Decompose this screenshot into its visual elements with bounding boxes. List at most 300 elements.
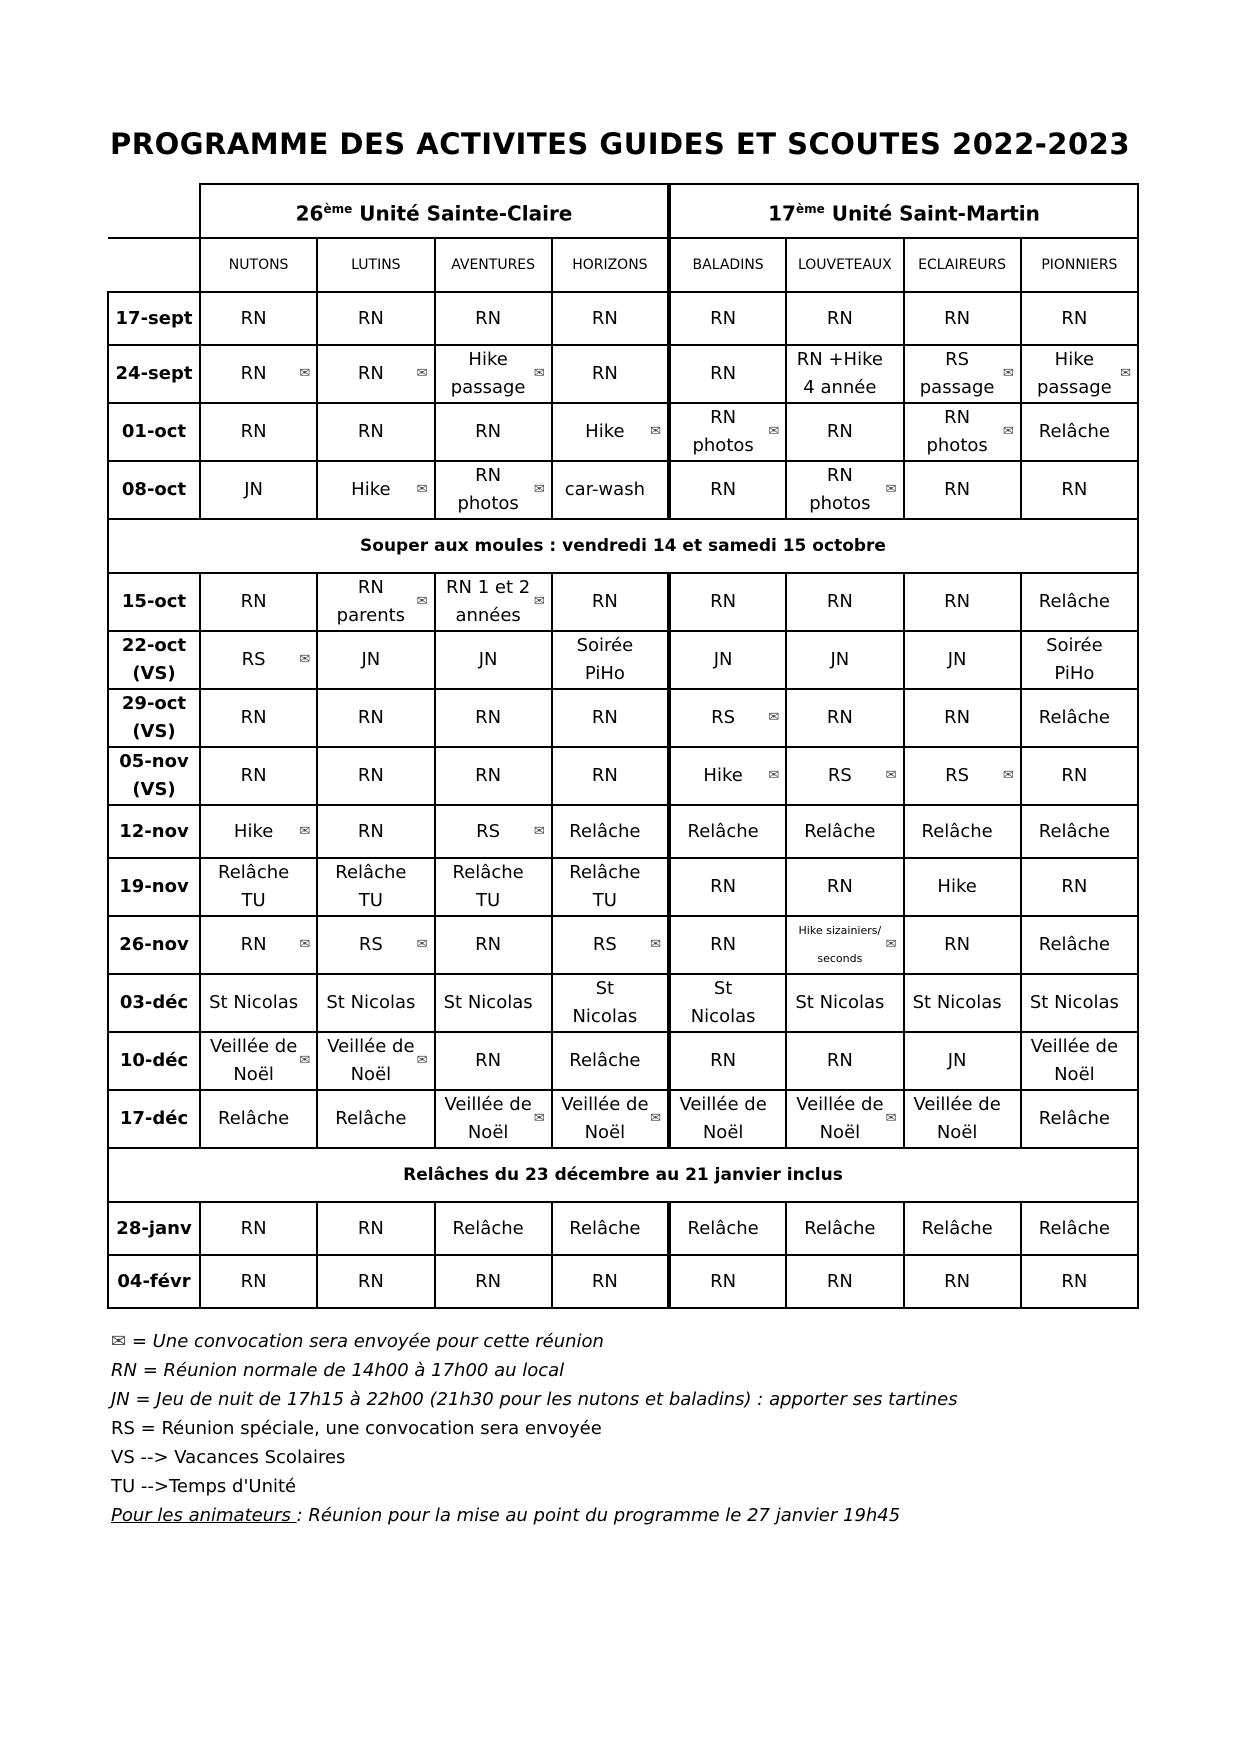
activity-cell — [200, 403, 317, 461]
activity-cell — [317, 974, 434, 1032]
activity-text: St Nicolas — [912, 992, 1002, 1013]
activity-cell — [669, 1255, 786, 1308]
activity-cell — [669, 689, 786, 747]
activity-cell — [317, 461, 434, 519]
activity-cell — [669, 631, 786, 689]
activity-cell — [669, 805, 786, 858]
activity-text: JN — [478, 649, 498, 670]
section-nutons: NUTONS — [200, 238, 317, 292]
activity-cell — [200, 916, 317, 974]
activity-cell — [552, 1032, 669, 1090]
activity-text: Hike — [351, 479, 391, 500]
activity-cell — [317, 345, 434, 403]
activity-text: Hike — [233, 820, 274, 842]
activity-text: RS — [592, 934, 617, 955]
activity-text: RN — [710, 1270, 737, 1292]
row-date: 17-sept — [108, 292, 200, 345]
envelope-icon: ✉ — [533, 823, 545, 839]
activity-text: RN — [591, 591, 618, 612]
activity-text: car-wash — [564, 479, 645, 500]
envelope-icon: ✉ — [416, 366, 428, 381]
table-row — [108, 1202, 1138, 1255]
envelope-icon: ✉ — [299, 937, 311, 952]
activity-cell — [786, 345, 903, 403]
activity-text: RN — [240, 307, 267, 329]
activity-cell — [435, 974, 552, 1032]
program-table — [107, 183, 1139, 1309]
activity-text: RN — [591, 307, 618, 329]
activity-text: Relâche TU — [452, 862, 524, 911]
table-row — [108, 1090, 1138, 1148]
activity-text: RS — [945, 765, 970, 786]
activity-text: RN — [240, 765, 267, 786]
activity-text: RN — [826, 707, 853, 728]
activity-cell — [786, 916, 903, 974]
activity-text: Veillée de Noël — [679, 1094, 767, 1143]
envelope-icon: ✉ — [650, 424, 661, 439]
envelope-icon: ✉ — [650, 937, 661, 952]
legend-vs: VS --> Vacances Scolaires — [111, 1447, 346, 1468]
table-row — [108, 805, 1138, 858]
activity-text: RN — [357, 765, 384, 786]
activity-cell — [669, 292, 786, 345]
activity-text: St Nicolas — [443, 992, 533, 1013]
activity-cell — [317, 805, 434, 858]
activity-cell — [669, 345, 786, 403]
section-pionniers: PIONNIERS — [1021, 238, 1138, 292]
activity-text: RN parents — [336, 577, 406, 626]
activity-cell — [669, 916, 786, 974]
legend-rs: RS = Réunion spéciale, une convocation sera envoyée — [111, 1418, 602, 1439]
activity-cell — [317, 916, 434, 974]
activity-cell — [552, 689, 669, 747]
activity-text: RN — [826, 421, 853, 442]
activity-text: Veillée de Noël — [913, 1094, 1001, 1143]
legend-tu: TU -->Temps d'Unité — [111, 1476, 297, 1497]
activity-cell — [200, 1090, 317, 1148]
activity-text: Relâche — [804, 820, 876, 842]
activity-text: RN — [944, 1270, 971, 1292]
activity-cell — [552, 858, 669, 916]
activity-text: St Nicolas — [1029, 992, 1119, 1013]
activity-cell — [1021, 631, 1138, 689]
activity-text: Veillée de Noël — [796, 1094, 884, 1143]
activity-text: RN — [944, 307, 971, 329]
activity-cell — [669, 858, 786, 916]
activity-cell — [552, 345, 669, 403]
activity-cell — [904, 916, 1021, 974]
activity-text: St Nicolas — [690, 978, 756, 1027]
activity-cell — [435, 1090, 552, 1148]
activity-cell — [552, 747, 669, 805]
activity-text: RN — [357, 363, 384, 384]
activity-text: Soirée PiHo — [1046, 635, 1103, 684]
activity-cell — [200, 461, 317, 519]
activity-cell — [904, 573, 1021, 631]
activity-text: Relâche TU — [218, 862, 290, 911]
table-row — [108, 631, 1138, 689]
activity-cell — [786, 858, 903, 916]
activity-text: RN — [944, 934, 971, 955]
activity-cell — [552, 974, 669, 1032]
activity-text: JN — [361, 649, 381, 670]
envelope-icon: ✉ — [416, 482, 428, 497]
envelope-icon: ✉ — [533, 366, 545, 381]
activity-text: RN — [591, 363, 618, 384]
legend — [111, 1327, 958, 1530]
activity-text: Hike — [585, 421, 625, 442]
activity-cell — [786, 1255, 903, 1308]
activity-cell — [669, 974, 786, 1032]
legend-jn: JN = Jeu de nuit de 17h15 à 22h00 (21h30 pour les nutons et baladins) : apporter ses tartines — [111, 1389, 958, 1410]
activity-cell — [435, 403, 552, 461]
activity-text: RN — [475, 765, 502, 786]
activity-text: RN — [475, 307, 502, 329]
table-row — [108, 858, 1138, 916]
activity-cell — [200, 747, 317, 805]
activity-cell — [786, 573, 903, 631]
activity-cell — [552, 1202, 669, 1255]
activity-text: St Nicolas — [572, 978, 638, 1027]
activity-text: Relâche — [218, 1108, 290, 1129]
table-row — [108, 573, 1138, 631]
table-row — [108, 1032, 1138, 1090]
activity-cell — [317, 292, 434, 345]
activity-cell — [1021, 974, 1138, 1032]
activity-text: RN +Hike 4 année — [796, 349, 883, 398]
activity-cell — [317, 573, 434, 631]
activity-cell — [669, 1090, 786, 1148]
activity-cell — [1021, 292, 1138, 345]
envelope-icon: ✉ — [1002, 366, 1014, 381]
row-date: 22-oct (VS) — [108, 631, 200, 689]
activity-text: Relâche — [335, 1108, 407, 1129]
activity-cell — [669, 1032, 786, 1090]
activity-cell — [200, 1202, 317, 1255]
activity-text: JN — [713, 649, 733, 670]
row-date: 29-oct (VS) — [108, 689, 200, 747]
banner-text: Souper aux moules : vendredi 14 et samedi 15 octobre — [108, 519, 1138, 573]
envelope-icon: ✉ — [299, 1053, 311, 1068]
activity-text: RN — [1061, 1270, 1088, 1292]
activity-text: Relâche TU — [569, 862, 641, 911]
activity-cell — [435, 916, 552, 974]
envelope-icon: ✉ — [299, 652, 311, 667]
activity-text: JN — [947, 649, 967, 670]
legend-envelope: ✉ = Une convocation sera envoyée pour cette réunion — [111, 1331, 604, 1352]
activity-cell — [435, 631, 552, 689]
section-header-row — [108, 238, 1138, 292]
activity-cell — [552, 461, 669, 519]
activity-cell — [317, 747, 434, 805]
activity-cell — [552, 573, 669, 631]
activity-text: RN — [944, 707, 971, 728]
row-date: 05-nov (VS) — [108, 747, 200, 805]
activity-cell — [200, 1032, 317, 1090]
activity-text: RN photos — [692, 407, 754, 456]
activity-text: RN — [240, 591, 267, 612]
activity-text: RN — [475, 421, 502, 442]
activity-text: RN — [826, 1270, 853, 1292]
activity-cell — [904, 403, 1021, 461]
activity-cell — [317, 1090, 434, 1148]
activity-text: RS — [476, 820, 501, 842]
envelope-icon: ✉ — [416, 937, 428, 952]
table-row — [108, 974, 1138, 1032]
activity-cell — [435, 573, 552, 631]
activity-text: RN — [240, 934, 267, 955]
activity-text: RS — [827, 765, 852, 786]
activity-cell — [786, 461, 903, 519]
activity-text: RN — [710, 1050, 737, 1071]
activity-cell — [317, 631, 434, 689]
activity-text: RN — [826, 591, 853, 612]
activity-text: St Nicolas — [795, 992, 885, 1013]
activity-cell — [669, 461, 786, 519]
activity-text: RN — [240, 707, 267, 728]
activity-text: Relâche — [1038, 1217, 1110, 1239]
activity-cell — [317, 858, 434, 916]
activity-cell — [1021, 1202, 1138, 1255]
activity-text: RN — [826, 876, 853, 897]
activity-cell — [786, 1090, 903, 1148]
activity-cell — [904, 292, 1021, 345]
activity-cell — [904, 631, 1021, 689]
activity-cell — [435, 292, 552, 345]
activity-text: Relâche — [569, 820, 641, 842]
activity-cell — [552, 916, 669, 974]
activity-cell — [1021, 858, 1138, 916]
section-eclaireurs: ECLAIREURS — [904, 238, 1021, 292]
section-aventures: AVENTURES — [435, 238, 552, 292]
activity-cell — [435, 858, 552, 916]
activity-cell — [669, 403, 786, 461]
envelope-icon: ✉ — [885, 937, 897, 952]
section-lutins: LUTINS — [317, 238, 434, 292]
activity-cell — [200, 805, 317, 858]
table-corner — [108, 238, 200, 292]
envelope-icon: ✉ — [1120, 366, 1131, 381]
activity-cell — [904, 1090, 1021, 1148]
activity-cell — [669, 1202, 786, 1255]
activity-text: RN photos — [926, 407, 988, 456]
activity-text: Hike passage — [1037, 349, 1112, 398]
row-date: 15-oct — [108, 573, 200, 631]
activity-cell — [1021, 461, 1138, 519]
envelope-icon: ✉ — [768, 710, 780, 725]
envelope-icon: ✉ — [416, 1053, 428, 1068]
activity-text: Relâche — [1038, 1108, 1110, 1129]
activity-text: Relâche — [687, 1217, 759, 1239]
activity-text: Veillée de Noël — [209, 1036, 298, 1085]
envelope-icon: ✉ — [885, 482, 897, 497]
activity-text: Relâche — [921, 820, 993, 842]
activity-cell — [552, 805, 669, 858]
activity-text: RN — [475, 707, 502, 728]
activity-cell — [1021, 1090, 1138, 1148]
activity-cell — [904, 747, 1021, 805]
activity-text: Veillée de Noël — [561, 1094, 649, 1143]
activity-cell — [435, 1032, 552, 1090]
activity-cell — [786, 631, 903, 689]
activity-cell — [904, 1032, 1021, 1090]
page-title: PROGRAMME DES ACTIVITES GUIDES ET SCOUTES 2022-2023 — [109, 127, 1130, 161]
activity-cell — [552, 1090, 669, 1148]
activity-text: RN — [240, 363, 267, 384]
row-date: 26-nov — [108, 916, 200, 974]
banner-text: Relâches du 23 décembre au 21 janvier inclus — [108, 1148, 1138, 1202]
envelope-icon: ✉ — [1002, 424, 1014, 439]
activity-text: RN — [357, 707, 384, 728]
activity-cell — [904, 689, 1021, 747]
activity-cell — [1021, 747, 1138, 805]
activity-text: Relâche — [1038, 421, 1110, 442]
activity-text: RN photos — [457, 465, 519, 514]
activity-cell — [317, 1202, 434, 1255]
activity-cell — [317, 1255, 434, 1308]
activity-cell — [1021, 805, 1138, 858]
activity-cell — [200, 974, 317, 1032]
activity-cell — [669, 573, 786, 631]
activity-text: RS — [241, 649, 266, 670]
activity-text: JN — [244, 479, 264, 500]
activity-cell — [904, 1255, 1021, 1308]
activity-text: RS — [711, 707, 736, 728]
activity-text: Hike — [937, 876, 977, 897]
activity-cell — [786, 1032, 903, 1090]
activity-text: Relâche — [687, 820, 759, 842]
row-date: 28-janv — [108, 1202, 200, 1255]
row-date: 04-févr — [108, 1255, 200, 1308]
activity-cell — [786, 292, 903, 345]
activity-cell — [435, 805, 552, 858]
activity-text: Relâche — [1038, 934, 1110, 955]
activity-text: RN — [357, 1270, 384, 1292]
activity-text: Veillée de Noël — [444, 1094, 532, 1143]
table-row — [108, 1255, 1138, 1308]
activity-text: Soirée PiHo — [576, 635, 634, 684]
activity-text: Relâche — [452, 1217, 524, 1239]
activity-cell — [317, 403, 434, 461]
envelope-icon: ✉ — [1002, 768, 1014, 783]
activity-text: RN — [357, 1217, 384, 1239]
activity-cell — [786, 805, 903, 858]
activity-text: RN — [357, 307, 384, 329]
activity-text: RN photos — [809, 465, 871, 514]
activity-cell — [786, 974, 903, 1032]
activity-text: RN — [944, 591, 971, 612]
activity-cell — [904, 974, 1021, 1032]
row-date: 12-nov — [108, 805, 200, 858]
activity-cell — [200, 573, 317, 631]
activity-cell — [1021, 916, 1138, 974]
banner-row — [108, 519, 1138, 573]
activity-cell — [552, 631, 669, 689]
envelope-icon: ✉ — [299, 823, 311, 839]
table-row — [108, 461, 1138, 519]
activity-cell — [786, 689, 903, 747]
legend-rn: RN = Réunion normale de 14h00 à 17h00 au local — [111, 1360, 565, 1381]
envelope-icon: ✉ — [533, 1111, 545, 1126]
activity-cell — [435, 1202, 552, 1255]
envelope-icon: ✉ — [111, 1331, 127, 1352]
row-date: 24-sept — [108, 345, 200, 403]
table-corner — [108, 184, 200, 238]
activity-cell — [200, 292, 317, 345]
row-date: 19-nov — [108, 858, 200, 916]
activity-cell — [200, 631, 317, 689]
activity-cell — [435, 345, 552, 403]
section-horizons: HORIZONS — [552, 238, 669, 292]
unit-header-saint-martin: 17ème Unité Saint-Martin — [669, 184, 1138, 238]
table-row — [108, 292, 1138, 345]
activity-cell — [200, 689, 317, 747]
activity-cell — [669, 747, 786, 805]
envelope-icon: ✉ — [533, 594, 545, 609]
activity-cell — [904, 858, 1021, 916]
activity-text: RN — [710, 934, 737, 955]
section-louveteaux: LOUVETEAUX — [786, 238, 903, 292]
activity-text: RN — [710, 363, 737, 384]
activity-text: Veillée de Noël — [1030, 1036, 1119, 1085]
activity-cell — [200, 1255, 317, 1308]
activity-cell — [552, 403, 669, 461]
activity-text: Relâche — [804, 1217, 876, 1239]
row-date: 17-déc — [108, 1090, 200, 1148]
activity-text: Relâche — [1038, 707, 1110, 728]
activity-text: RN — [591, 707, 618, 728]
banner-row — [108, 1148, 1138, 1202]
activity-cell — [904, 1202, 1021, 1255]
table-row — [108, 345, 1138, 403]
row-date: 01-oct — [108, 403, 200, 461]
activity-text: RN — [826, 1050, 853, 1071]
row-date: 10-déc — [108, 1032, 200, 1090]
activity-text: Hike passage — [450, 349, 526, 398]
activity-text: Relâche — [1038, 591, 1110, 612]
activity-cell — [1021, 573, 1138, 631]
activity-text: RN — [710, 591, 737, 612]
activity-text: St Nicolas — [209, 992, 299, 1013]
activity-text: Hike sizainiers/ seconds — [798, 924, 882, 965]
activity-cell — [786, 747, 903, 805]
activity-text: RN — [1061, 876, 1088, 897]
envelope-icon: ✉ — [533, 482, 545, 497]
activity-cell — [1021, 1255, 1138, 1308]
activity-text: JN — [830, 649, 850, 670]
activity-text: RN — [357, 820, 384, 842]
activity-cell — [904, 805, 1021, 858]
activity-text: RN — [826, 307, 853, 329]
envelope-icon: ✉ — [768, 768, 780, 783]
unit-header-row — [108, 184, 1138, 238]
activity-cell — [317, 1032, 434, 1090]
activity-text: Relâche TU — [335, 862, 407, 911]
envelope-icon: ✉ — [650, 1111, 661, 1126]
activity-cell — [904, 345, 1021, 403]
activity-cell — [200, 858, 317, 916]
legend-animateurs: Pour les animateurs : Réunion pour la mise au point du programme le 27 janvier 19h45 — [111, 1505, 901, 1526]
row-date: 08-oct — [108, 461, 200, 519]
activity-text: Relâche — [921, 1217, 993, 1239]
activity-cell — [200, 345, 317, 403]
activity-text: Relâche — [1038, 820, 1110, 842]
activity-text: RN — [710, 479, 737, 500]
activity-text: RN — [1061, 307, 1088, 329]
activity-text: RS passage — [919, 349, 995, 398]
unit-header-sainte-claire: 26ème Unité Sainte-Claire — [200, 184, 669, 238]
activity-text: RN — [475, 1270, 502, 1292]
